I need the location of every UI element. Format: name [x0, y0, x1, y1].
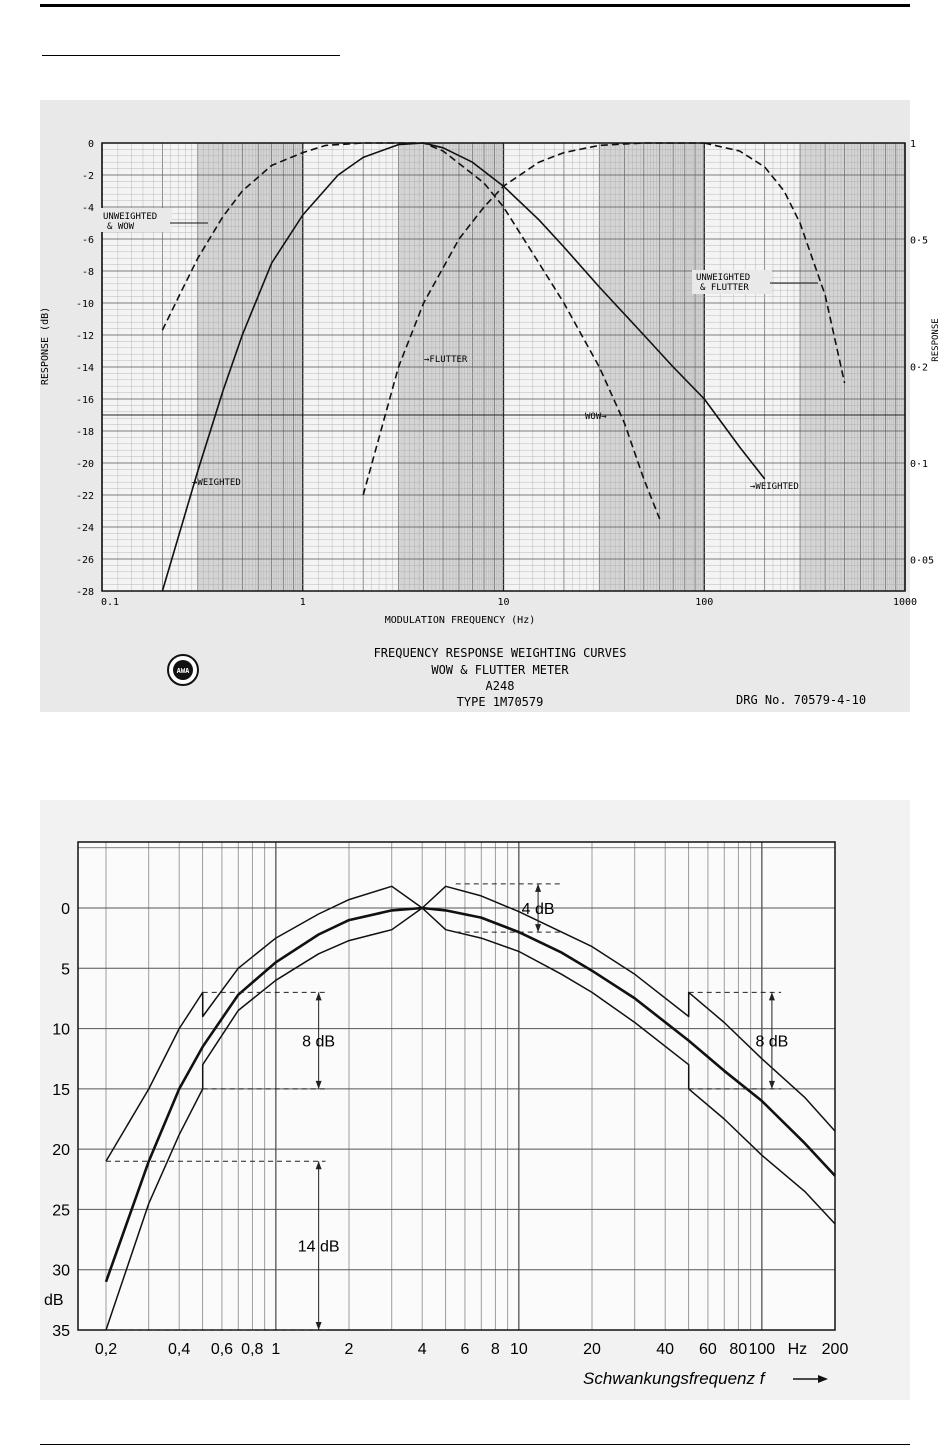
x-tick-label: 80 — [729, 1341, 748, 1358]
x-tick-label: 0,6 — [210, 1341, 234, 1358]
dim-14db-label: 14 dB — [297, 1238, 340, 1256]
dim-4db-label: 4 dB — [521, 901, 555, 918]
y-tick-label: 10 — [52, 1021, 70, 1039]
right-tick-label: 0·05 — [910, 555, 935, 567]
y-tick-label: -22 — [75, 491, 94, 502]
x-tick-label: 1 — [271, 1341, 281, 1358]
y-tick-label: -26 — [75, 555, 94, 566]
y-unit-label: dB — [44, 1292, 64, 1309]
header-underline — [42, 55, 340, 56]
x-axis-label: Schwankungsfrequenz f — [583, 1369, 765, 1388]
annot-unweighted-wow-1: UNWEIGHTED — [103, 212, 158, 222]
drawing-number: DRG No. 70579-4-10 — [736, 693, 867, 707]
x-tick-label: 0,4 — [168, 1341, 191, 1358]
annot-weighted-right: →WEIGHTED — [750, 482, 799, 492]
y-tick-label: 35 — [52, 1323, 70, 1340]
annot-wow: WOW→ — [585, 412, 607, 422]
x-tick-label: 200 — [821, 1341, 849, 1358]
awa-logo-text: AWA — [176, 667, 190, 675]
chart1-subtitle-2: A248 — [485, 679, 515, 693]
top-rule — [40, 4, 910, 7]
y-tick-label: 15 — [52, 1081, 70, 1099]
chart1-title: FREQUENCY RESPONSE WEIGHTING CURVES — [373, 646, 627, 660]
x-tick-label: 4 — [417, 1341, 427, 1358]
x-tick-label: Hz — [787, 1341, 808, 1358]
y-tick-label: 0 — [61, 901, 70, 918]
annot-flutter: →FLUTTER — [424, 355, 468, 365]
x-tick-label: 40 — [656, 1341, 675, 1358]
y-tick-label: -16 — [75, 395, 94, 406]
bottom-rule — [40, 1444, 910, 1445]
x-tick-label: 100 — [695, 597, 714, 608]
x-tick-label: 6 — [460, 1341, 470, 1358]
chart1-subtitle-1: WOW & FLUTTER METER — [431, 663, 569, 677]
right-tick-label: 0·2 — [910, 362, 929, 374]
dim-8db-left-label: 8 dB — [302, 1033, 336, 1051]
annot-weighted-left: →WEIGHTED — [192, 478, 241, 488]
x-tick-label: 100 — [748, 1341, 776, 1358]
x-tick-label: 60 — [699, 1341, 717, 1358]
x-tick-label: 1 — [299, 597, 306, 608]
x-tick-label: 1000 — [892, 597, 918, 608]
x-tick-label: 10 — [497, 597, 510, 608]
weighting-curves-chart — [40, 100, 941, 712]
y-tick-label: -2 — [81, 171, 94, 182]
y-tick-label: -24 — [75, 523, 94, 534]
weighting-curves-svg — [40, 100, 941, 712]
x-axis-arrowhead — [818, 1375, 828, 1383]
x-tick-label: 0,2 — [94, 1341, 118, 1358]
y-tick-label: -12 — [75, 331, 94, 342]
y-tick-label: 5 — [61, 961, 70, 979]
x-tick-label: 2 — [344, 1341, 354, 1358]
din-tolerance-chart — [40, 800, 910, 1400]
y-axis-label: RESPONSE (dB) — [40, 306, 51, 386]
right-tick-label: 0·5 — [910, 235, 929, 247]
y-tick-label: -28 — [75, 587, 94, 598]
y-tick-label: -18 — [75, 427, 94, 438]
right-tick-label: 1 — [910, 139, 917, 150]
y-tick-label: 30 — [52, 1262, 70, 1280]
x-tick-label: 0,8 — [241, 1341, 264, 1358]
y-tick-label: -8 — [81, 267, 94, 278]
y-tick-label: 0 — [87, 139, 94, 150]
annot-unweighted-flutter-1: UNWEIGHTED — [696, 273, 751, 283]
x-axis-label: MODULATION FREQUENCY (Hz) — [384, 615, 536, 626]
y-tick-label: 25 — [52, 1202, 70, 1220]
annot-unweighted-wow-2: & WOW — [107, 222, 135, 232]
dim-8db-right-label: 8 dB — [755, 1033, 789, 1051]
y-tick-label: 20 — [52, 1142, 70, 1160]
y-tick-label: -6 — [81, 235, 94, 246]
x-tick-label: 8 — [490, 1341, 500, 1358]
right-axis-label: RESPONSE — [931, 318, 941, 362]
x-tick-label: 10 — [509, 1341, 528, 1358]
y-tick-label: -10 — [75, 299, 94, 310]
y-tick-label: -20 — [75, 459, 94, 470]
x-tick-label: 20 — [583, 1341, 601, 1358]
right-tick-label: 0·1 — [910, 459, 929, 470]
plot-area — [78, 842, 835, 1330]
x-tick-label: 0.1 — [100, 597, 120, 608]
y-tick-label: -4 — [81, 203, 94, 214]
din-tolerance-svg — [40, 800, 910, 1400]
annot-unweighted-flutter-2: & FLUTTER — [700, 283, 749, 293]
y-tick-label: -14 — [75, 363, 94, 374]
chart1-subtitle-3: TYPE 1M70579 — [456, 695, 544, 709]
